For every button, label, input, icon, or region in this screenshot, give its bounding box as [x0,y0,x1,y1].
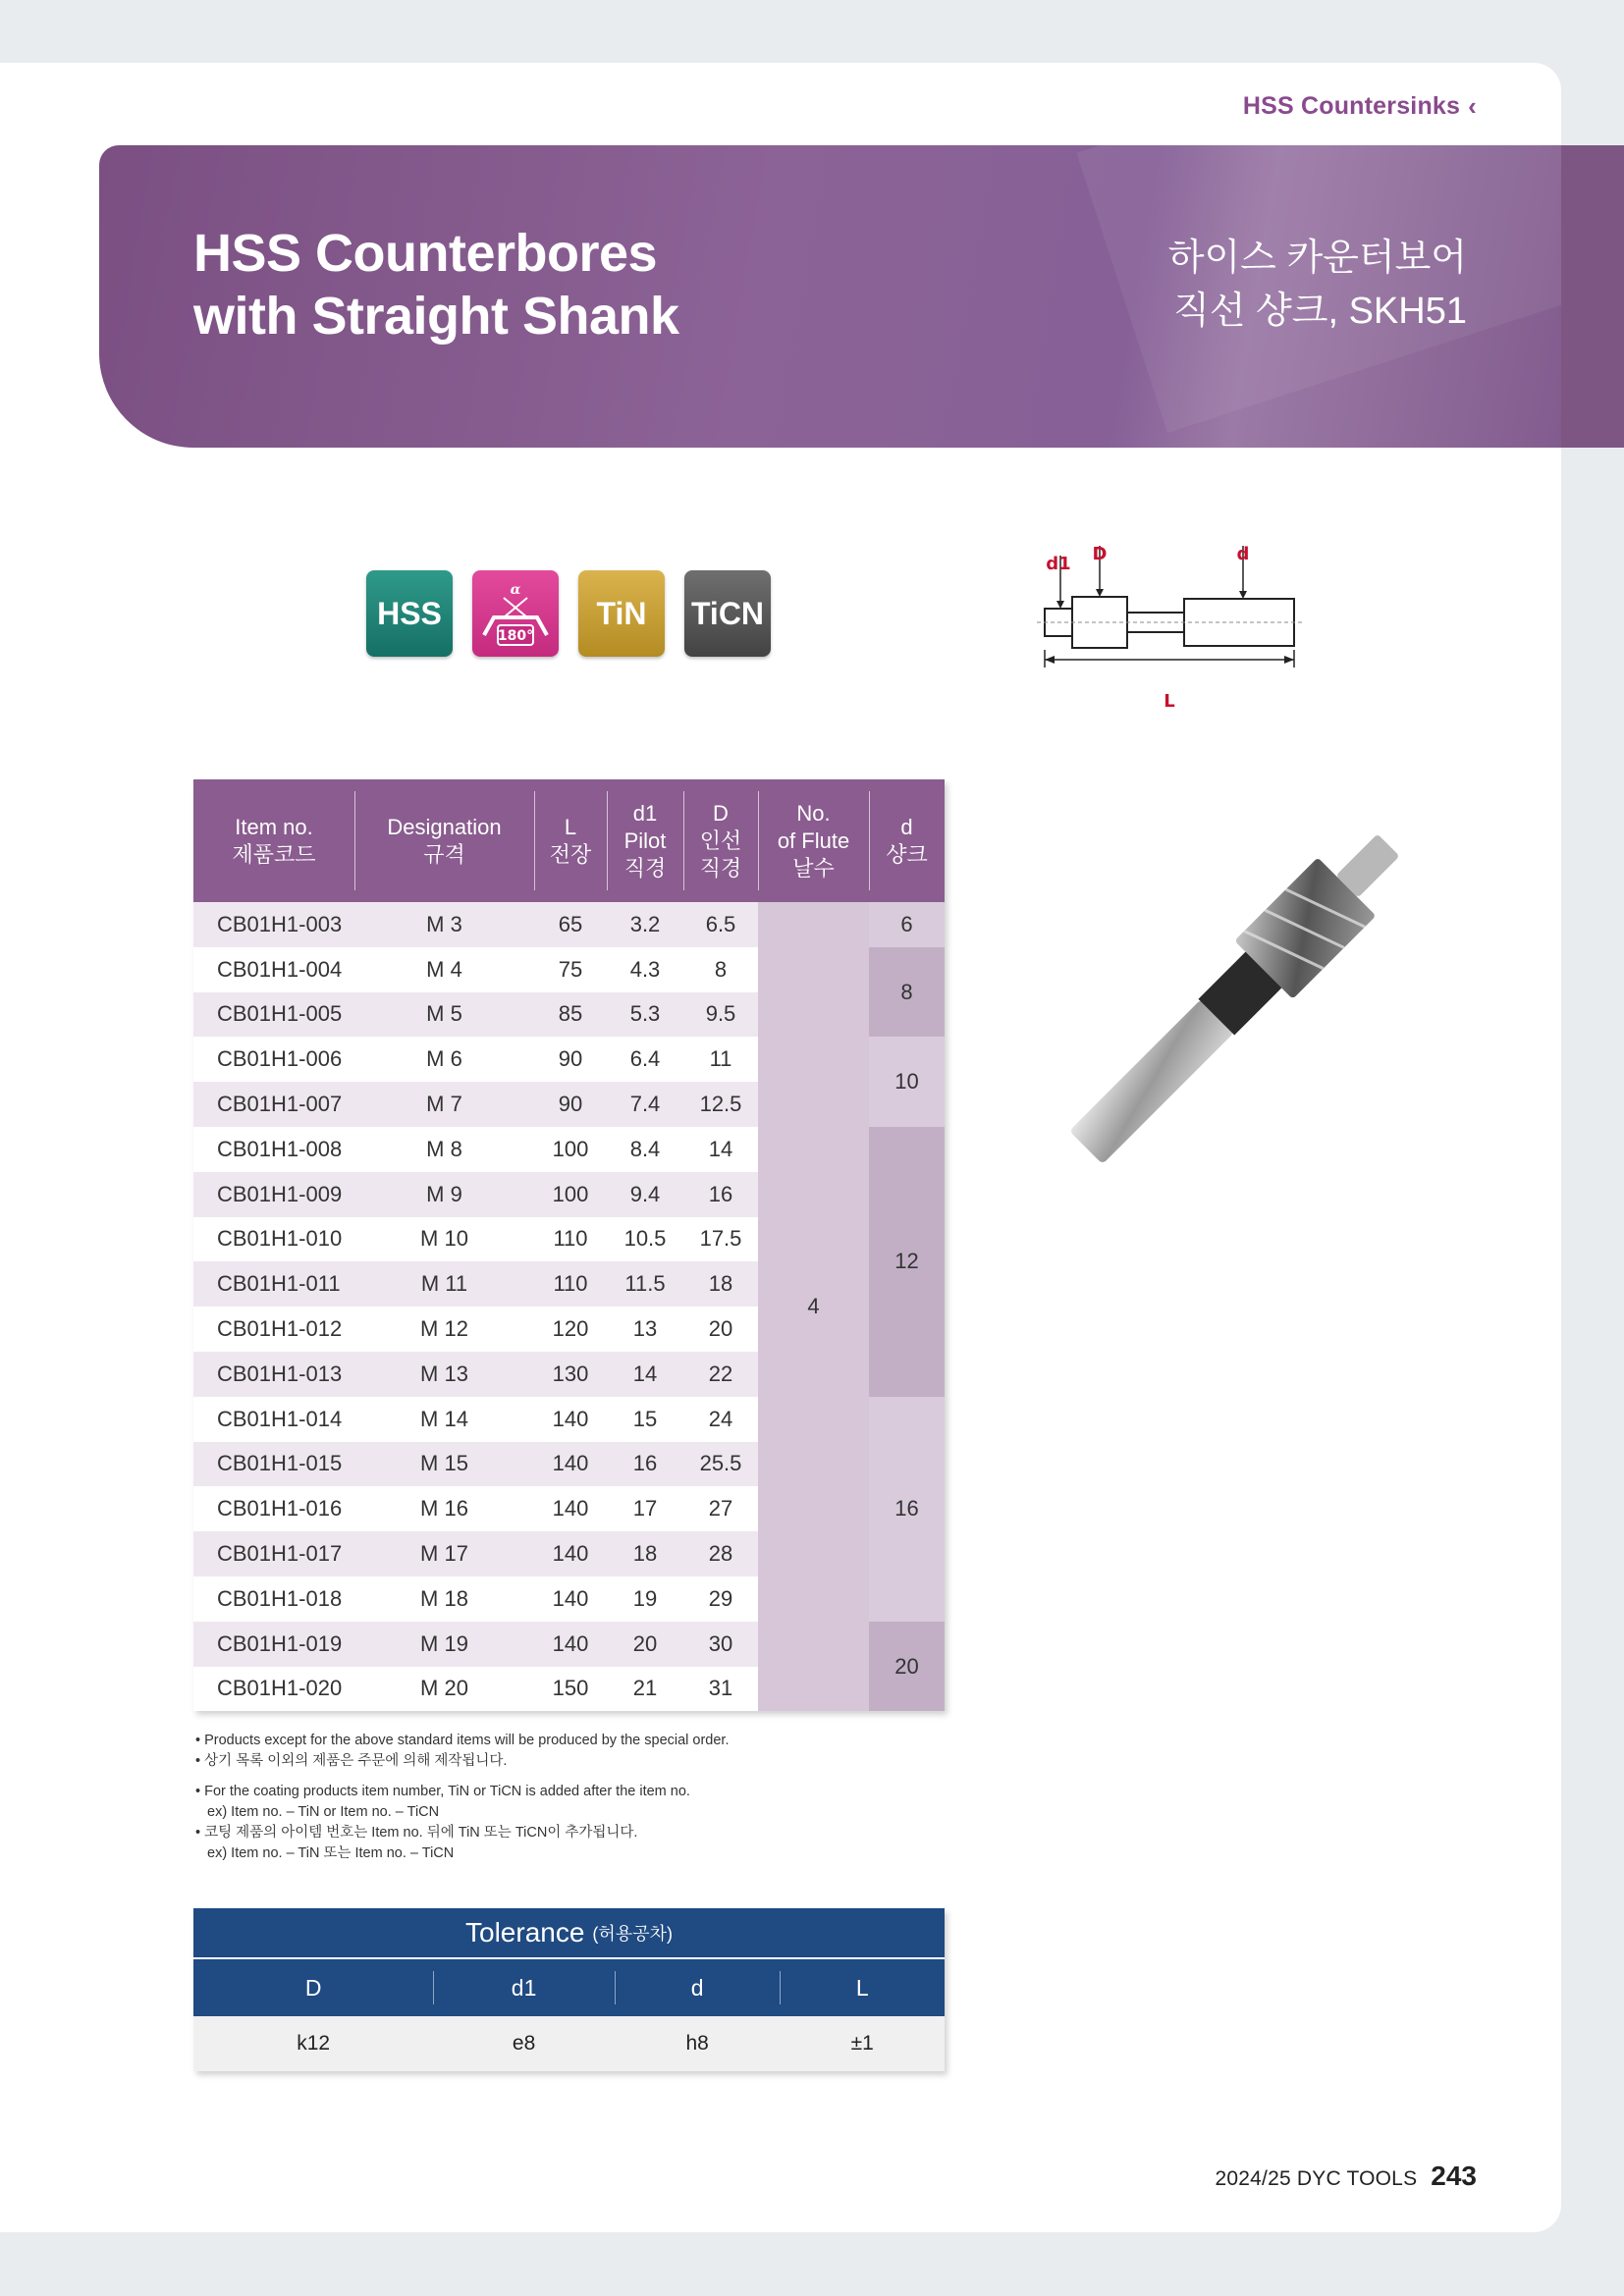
cell-item-no: CB01H1-014 [193,1397,354,1442]
cell-pilot-d1: 17 [607,1486,683,1531]
header-length: L 전장 [534,779,607,902]
section-label [1243,91,1477,122]
cell-shank-d: 8 [869,947,945,1038]
cell-designation: M 20 [354,1667,534,1712]
cell-item-no: CB01H1-012 [193,1307,354,1352]
hss-badge-label: HSS [377,595,442,631]
cell-length: 130 [534,1352,607,1397]
tolerance-header-row [193,1959,945,2016]
cell-pilot-d1: 20 [607,1622,683,1667]
korean-title [1168,232,1467,338]
cell-cutting-D: 16 [683,1172,758,1217]
cell-item-no: CB01H1-010 [193,1217,354,1262]
cell-pilot-d1: 3.2 [607,902,683,947]
tin-badge [578,570,665,657]
korean-title-line-1: 하이스 카운터보어 [1167,238,1467,279]
cell-item-no: CB01H1-007 [193,1082,354,1127]
note-4: • 코팅 제품의 아이템 번호는 Item no. 뒤에 TiN 또는 TiCN이 추가됩니다. [195,1823,730,1843]
cell-item-no: CB01H1-011 [193,1261,354,1307]
cell-designation: M 6 [354,1037,534,1082]
cell-pilot-d1: 6.4 [607,1037,683,1082]
cell-designation: M 14 [354,1397,534,1442]
cell-pilot-d1: 8.4 [607,1127,683,1172]
cell-pilot-d1: 5.3 [607,992,683,1038]
tolerance-title [193,1908,945,1959]
cell-item-no: CB01H1-020 [193,1667,354,1712]
cell-cutting-D: 31 [683,1667,758,1712]
cell-cutting-D: 29 [683,1576,758,1622]
cell-item-no: CB01H1-008 [193,1127,354,1172]
cell-length: 140 [534,1622,607,1667]
cell-item-no: CB01H1-005 [193,992,354,1038]
table-body [193,902,945,1711]
angle-symbol: α [510,582,521,598]
diagram-label-d1: d1 [1046,554,1071,574]
cell-item-no: CB01H1-009 [193,1172,354,1217]
ticn-badge-label: TiCN [690,595,765,631]
note-3-example: ex) Item no. – TiN or Item no. – TiCN [207,1804,440,1820]
cell-shank-d: 16 [869,1397,945,1622]
cell-length: 100 [534,1127,607,1172]
cell-length: 85 [534,992,607,1038]
cell-designation: M 8 [354,1127,534,1172]
cell-cutting-D: 14 [683,1127,758,1172]
cell-item-no: CB01H1-006 [193,1037,354,1082]
cell-item-no: CB01H1-004 [193,947,354,992]
header-item-no: Item no. 제품코드 [193,779,354,902]
hss-badge [366,570,453,657]
diagram-label-L: L [1164,691,1175,712]
cell-designation: M 11 [354,1261,534,1307]
cell-flutes: 4 [758,902,869,1711]
cell-item-no: CB01H1-017 [193,1531,354,1576]
cell-item-no: CB01H1-018 [193,1576,354,1622]
tolerance-value-row [193,2016,945,2071]
title-line-2: with Straight Shank [193,287,679,346]
tolerance-value: ±1 [780,2016,945,2071]
cell-cutting-D: 20 [683,1307,758,1352]
tolerance-header: D [193,1959,433,2016]
angle-value: 180° [497,628,534,644]
cell-shank-d: 20 [869,1622,945,1712]
cell-designation: M 17 [354,1531,534,1576]
cell-item-no: CB01H1-003 [193,902,354,947]
tolerance-title-en: Tolerance [465,1917,585,1948]
korean-title-line-2: 직선 샹크, SKH51 [1173,291,1467,332]
cell-length: 65 [534,902,607,947]
note-3: • For the coating products item number, TiN or TiCN is added after the item no. [195,1782,730,1802]
cell-pilot-d1: 18 [607,1531,683,1576]
cell-designation: M 12 [354,1307,534,1352]
tolerance-header: L [780,1959,945,2016]
cell-pilot-d1: 4.3 [607,947,683,992]
notes [195,1731,730,1864]
cell-cutting-D: 6.5 [683,902,758,947]
product-photo [1021,785,1463,1198]
page-title [193,222,679,347]
table-header-row [193,779,945,902]
diagram-label-D: D [1092,544,1108,564]
cell-item-no: CB01H1-013 [193,1352,354,1397]
header-designation: Designation 규격 [354,779,534,902]
cell-pilot-d1: 14 [607,1352,683,1397]
cell-designation: M 9 [354,1172,534,1217]
cell-shank-d: 6 [869,902,945,947]
cell-cutting-D: 22 [683,1352,758,1397]
angle-180-badge [472,570,559,657]
cell-shank-d: 12 [869,1127,945,1397]
cell-length: 140 [534,1442,607,1487]
cell-pilot-d1: 15 [607,1397,683,1442]
note-2: • 상기 목록 이외의 제품은 주문에 의해 제작됩니다. [195,1751,730,1772]
ticn-badge [684,570,771,657]
cell-designation: M 10 [354,1217,534,1262]
cell-length: 150 [534,1667,607,1712]
cell-pilot-d1: 11.5 [607,1261,683,1307]
cell-designation: M 13 [354,1352,534,1397]
cell-designation: M 16 [354,1486,534,1531]
cell-item-no: CB01H1-019 [193,1622,354,1667]
page-footer [1216,2161,1477,2192]
cell-cutting-D: 27 [683,1486,758,1531]
tolerance-value: k12 [193,2016,433,2071]
cell-pilot-d1: 16 [607,1442,683,1487]
cell-pilot-d1: 19 [607,1576,683,1622]
cell-designation: M 5 [354,992,534,1038]
header-flutes: No. of Flute 날수 [758,779,869,902]
cell-length: 140 [534,1531,607,1576]
tolerance-value: h8 [615,2016,781,2071]
cell-cutting-D: 11 [683,1037,758,1082]
tool-shank [1069,999,1234,1164]
cell-pilot-d1: 13 [607,1307,683,1352]
cell-designation: M 7 [354,1082,534,1127]
cell-pilot-d1: 10.5 [607,1217,683,1262]
cell-cutting-D: 18 [683,1261,758,1307]
tolerance-header: d [615,1959,781,2016]
note-1: • Products except for the above standard items will be produced by the special order. [195,1731,730,1751]
cell-length: 140 [534,1397,607,1442]
header-shank-d: d 샹크 [869,779,945,902]
cell-length: 110 [534,1261,607,1307]
cell-length: 90 [534,1037,607,1082]
cell-pilot-d1: 9.4 [607,1172,683,1217]
tolerance-value: e8 [433,2016,615,2071]
cell-length: 75 [534,947,607,992]
tin-badge-label: TiN [596,595,647,631]
footer-brand: 2024/25 DYC TOOLS [1215,2167,1418,2190]
cell-length: 140 [534,1486,607,1531]
cell-cutting-D: 24 [683,1397,758,1442]
tolerance-header: d1 [433,1959,615,2016]
cell-length: 120 [534,1307,607,1352]
chevron-left-icon: ‹ [1468,91,1477,121]
note-4-example: ex) Item no. – TiN 또는 Item no. – TiCN [207,1845,455,1861]
product-table [193,779,945,1711]
tolerance-table [193,1908,945,2071]
angle-icon [476,574,555,653]
cell-designation: M 4 [354,947,534,992]
cell-cutting-D: 17.5 [683,1217,758,1262]
cell-item-no: CB01H1-015 [193,1442,354,1487]
cell-cutting-D: 28 [683,1531,758,1576]
cell-designation: M 18 [354,1576,534,1622]
cell-length: 90 [534,1082,607,1127]
cell-pilot-d1: 7.4 [607,1082,683,1127]
cell-pilot-d1: 21 [607,1667,683,1712]
cell-shank-d: 10 [869,1037,945,1127]
side-tab-strip [1561,145,1624,448]
cell-cutting-D: 9.5 [683,992,758,1038]
table-row [193,902,945,947]
cell-length: 100 [534,1172,607,1217]
cell-length: 140 [534,1576,607,1622]
cell-cutting-D: 12.5 [683,1082,758,1127]
cell-item-no: CB01H1-016 [193,1486,354,1531]
cell-designation: M 15 [354,1442,534,1487]
header-cutting-D: D 인선 직경 [683,779,758,902]
cell-cutting-D: 30 [683,1622,758,1667]
feature-badges [366,570,771,657]
page-number: 243 [1431,2161,1477,2191]
title-line-1: HSS Counterbores [193,224,658,283]
cell-designation: M 19 [354,1622,534,1667]
title-banner [99,145,1561,448]
cell-designation: M 3 [354,902,534,947]
dimension-diagram [1031,518,1434,715]
cell-length: 110 [534,1217,607,1262]
cell-cutting-D: 8 [683,947,758,992]
diagram-label-d: d [1236,544,1250,564]
cell-cutting-D: 25.5 [683,1442,758,1487]
tolerance-title-ko: (허용공차) [592,1924,673,1944]
header-pilot-d1: d1 Pilot 직경 [607,779,683,902]
section-label-text: HSS Countersinks [1242,92,1461,120]
